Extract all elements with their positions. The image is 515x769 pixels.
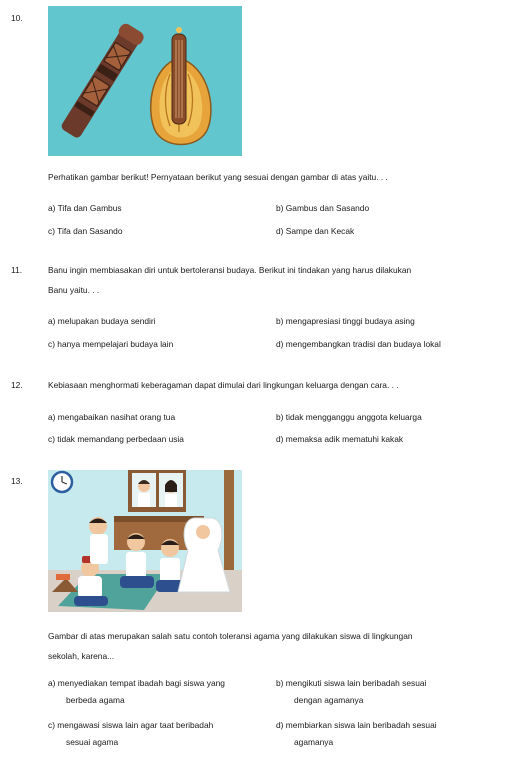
question-13-option-c-continuation: sesuai agama (66, 737, 119, 747)
question-13-prompt-line2: sekolah, karena... (48, 651, 115, 661)
question-13-option-a[interactable]: a) menyediakan tempat ibadah bagi siswa yang (48, 678, 225, 688)
question-11-option-a[interactable]: a) melupakan budaya sendiri (48, 316, 156, 326)
musical-instruments-image (48, 6, 242, 156)
question-12-option-a[interactable]: a) mengabaikan nasihat orang tua (48, 412, 176, 422)
question-13-prompt-line1: Gambar di atas merupakan salah satu contoh toleransi agama yang dilakukan siswa di lingkungan (48, 631, 413, 641)
classroom-illustration (48, 470, 242, 612)
question-10-number: 10. (11, 13, 23, 23)
question-12-number: 12. (11, 380, 23, 390)
question-10-option-d[interactable]: d) Sampe dan Kecak (276, 226, 355, 236)
question-12-prompt: Kebiasaan menghormati keberagaman dapat dimulai dari lingkungan keluarga dengan cara. . . (48, 380, 399, 390)
question-11-option-b[interactable]: b) mengapresiasi tinggi budaya asing (276, 316, 415, 326)
question-11-option-c[interactable]: c) hanya mempelajari budaya lain (48, 339, 174, 349)
question-13-option-b[interactable]: b) mengikuti siswa lain beribadah sesuai (276, 678, 427, 688)
question-10-option-c[interactable]: c) Tifa dan Sasando (48, 226, 123, 236)
question-11-prompt-line2: Banu yaitu. . . (48, 285, 100, 295)
question-13-option-b-continuation: dengan agamanya (294, 695, 364, 705)
question-11-option-d[interactable]: d) mengembangkan tradisi dan budaya lokal (276, 339, 441, 349)
question-13-number: 13. (11, 476, 23, 486)
question-10-prompt: Perhatikan gambar berikut! Pernyataan berikut yang sesuai dengan gambar di atas yaitu. . . (48, 172, 388, 182)
question-11-prompt-line1: Banu ingin membiasakan diri untuk bertoleransi budaya. Berikut ini tindakan yang harus dilakukan (48, 265, 412, 275)
question-13-option-d-continuation: agamanya (294, 737, 334, 747)
classroom-prayer-image (48, 470, 242, 612)
question-10-option-a[interactable]: a) Tifa dan Gambus (48, 203, 122, 213)
question-10-option-b[interactable]: b) Gambus dan Sasando (276, 203, 370, 213)
question-12-option-c[interactable]: c) tidak memandang perbedaan usia (48, 434, 184, 444)
question-11-number: 11. (11, 265, 23, 275)
question-12-option-b[interactable]: b) tidak mengganggu anggota keluarga (276, 412, 422, 422)
question-12-option-d[interactable]: d) memaksa adik mematuhi kakak (276, 434, 404, 444)
instruments-illustration (48, 6, 242, 156)
question-13-option-c[interactable]: c) mengawasi siswa lain agar taat beribadah (48, 720, 214, 730)
question-13-option-a-continuation: berbeda agama (66, 695, 125, 705)
question-13-option-d[interactable]: d) membiarkan siswa lain beribadah sesuai (276, 720, 437, 730)
